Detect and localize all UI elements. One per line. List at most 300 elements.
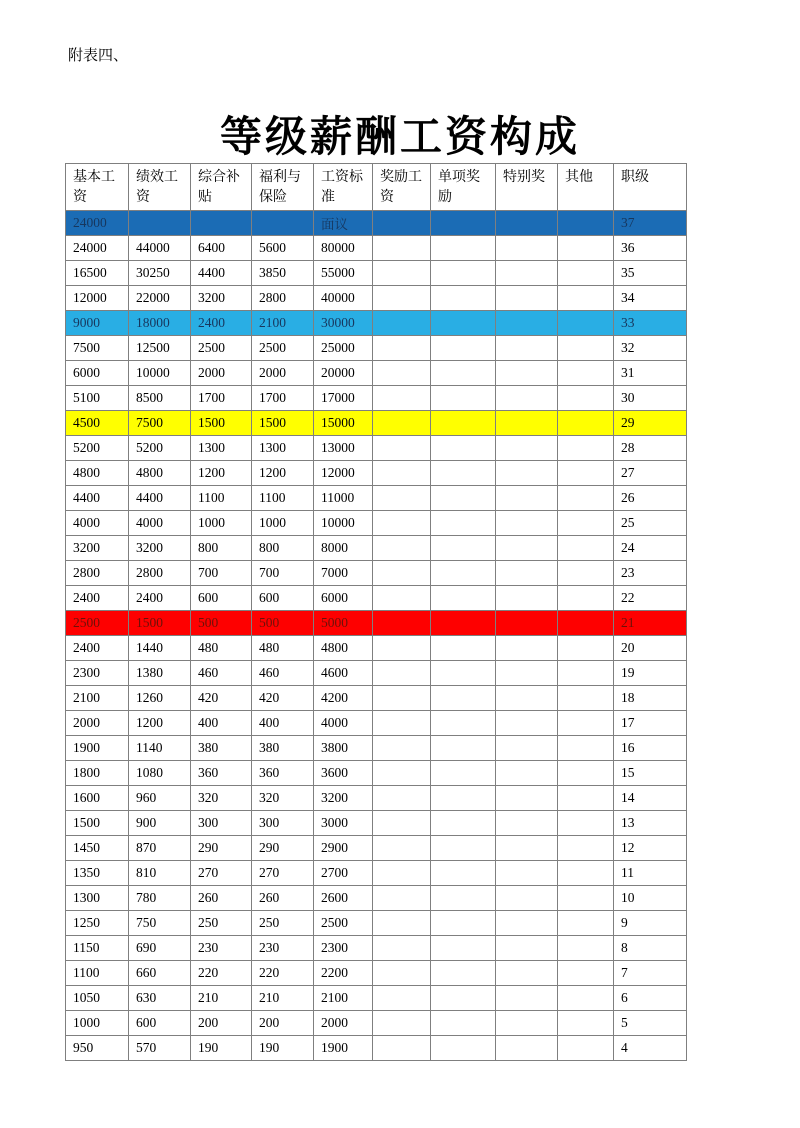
cell-performance-salary: 2400 [129, 586, 191, 611]
cell-reward-salary [373, 986, 431, 1011]
column-header-other: 其他 [558, 164, 614, 211]
cell-base-salary: 1350 [66, 861, 129, 886]
table-row-grade-7 [66, 961, 687, 986]
cell-welfare-insurance: 480 [252, 636, 314, 661]
cell-other [558, 361, 614, 386]
cell-welfare-insurance: 1200 [252, 461, 314, 486]
cell-single-award [431, 461, 496, 486]
table-row-grade-13 [66, 811, 687, 836]
cell-performance-salary: 4400 [129, 486, 191, 511]
cell-single-award [431, 536, 496, 561]
cell-base-salary: 4500 [66, 411, 129, 436]
cell-salary-standard: 40000 [314, 286, 373, 311]
cell-performance-salary: 570 [129, 1036, 191, 1061]
table-row-grade-11 [66, 861, 687, 886]
cell-special-award [496, 286, 558, 311]
column-header-single-award: 单项奖励 [431, 164, 496, 211]
cell-performance-salary: 900 [129, 811, 191, 836]
cell-base-salary: 5100 [66, 386, 129, 411]
table-row-grade-37 [66, 211, 687, 236]
table-row-grade-18 [66, 686, 687, 711]
cell-welfare-insurance: 2800 [252, 286, 314, 311]
cell-reward-salary [373, 786, 431, 811]
cell-other [558, 461, 614, 486]
cell-special-award [496, 861, 558, 886]
cell-salary-standard: 80000 [314, 236, 373, 261]
cell-single-award [431, 811, 496, 836]
cell-welfare-insurance: 1000 [252, 511, 314, 536]
cell-single-award [431, 211, 496, 236]
cell-performance-salary: 3200 [129, 536, 191, 561]
cell-other [558, 311, 614, 336]
cell-base-salary: 2000 [66, 711, 129, 736]
cell-reward-salary [373, 711, 431, 736]
cell-rank: 10 [614, 886, 687, 911]
cell-welfare-insurance: 320 [252, 786, 314, 811]
cell-base-salary: 2100 [66, 686, 129, 711]
cell-base-salary: 12000 [66, 286, 129, 311]
cell-single-award [431, 511, 496, 536]
cell-welfare-insurance: 700 [252, 561, 314, 586]
cell-salary-standard: 12000 [314, 461, 373, 486]
cell-reward-salary [373, 686, 431, 711]
cell-base-salary: 2400 [66, 636, 129, 661]
cell-reward-salary [373, 761, 431, 786]
cell-special-award [496, 511, 558, 536]
cell-subsidy: 250 [191, 911, 252, 936]
cell-welfare-insurance: 200 [252, 1011, 314, 1036]
cell-salary-standard: 6000 [314, 586, 373, 611]
cell-salary-standard: 20000 [314, 361, 373, 386]
cell-subsidy: 230 [191, 936, 252, 961]
cell-subsidy: 3200 [191, 286, 252, 311]
cell-single-award [431, 286, 496, 311]
column-header-welfare-insurance: 福利与保险 [252, 164, 314, 211]
table-row-grade-23 [66, 561, 687, 586]
cell-performance-salary: 1140 [129, 736, 191, 761]
cell-subsidy: 400 [191, 711, 252, 736]
cell-performance-salary: 1200 [129, 711, 191, 736]
cell-reward-salary [373, 461, 431, 486]
cell-performance-salary: 22000 [129, 286, 191, 311]
cell-subsidy: 1000 [191, 511, 252, 536]
cell-base-salary: 1900 [66, 736, 129, 761]
cell-single-award [431, 486, 496, 511]
cell-salary-standard: 11000 [314, 486, 373, 511]
column-header-reward-salary: 奖励工资 [373, 164, 431, 211]
cell-welfare-insurance: 2000 [252, 361, 314, 386]
cell-single-award [431, 586, 496, 611]
cell-welfare-insurance: 800 [252, 536, 314, 561]
cell-base-salary: 1000 [66, 1011, 129, 1036]
cell-rank: 9 [614, 911, 687, 936]
cell-rank: 13 [614, 811, 687, 836]
cell-welfare-insurance: 190 [252, 1036, 314, 1061]
cell-performance-salary: 690 [129, 936, 191, 961]
cell-other [558, 336, 614, 361]
cell-reward-salary [373, 811, 431, 836]
cell-special-award [496, 686, 558, 711]
cell-subsidy: 460 [191, 661, 252, 686]
cell-base-salary: 1100 [66, 961, 129, 986]
cell-performance-salary: 870 [129, 836, 191, 861]
cell-single-award [431, 711, 496, 736]
cell-performance-salary: 1080 [129, 761, 191, 786]
cell-base-salary: 6000 [66, 361, 129, 386]
cell-subsidy: 700 [191, 561, 252, 586]
cell-single-award [431, 636, 496, 661]
cell-single-award [431, 261, 496, 286]
cell-subsidy: 1100 [191, 486, 252, 511]
cell-other [558, 286, 614, 311]
cell-rank: 33 [614, 311, 687, 336]
cell-subsidy: 380 [191, 736, 252, 761]
cell-single-award [431, 1011, 496, 1036]
cell-subsidy: 2400 [191, 311, 252, 336]
cell-single-award [431, 336, 496, 361]
cell-rank: 36 [614, 236, 687, 261]
cell-rank: 29 [614, 411, 687, 436]
table-row-grade-9 [66, 911, 687, 936]
cell-reward-salary [373, 236, 431, 261]
cell-base-salary: 1250 [66, 911, 129, 936]
cell-performance-salary: 1260 [129, 686, 191, 711]
cell-rank: 14 [614, 786, 687, 811]
cell-other [558, 511, 614, 536]
cell-salary-standard: 25000 [314, 336, 373, 361]
cell-reward-salary [373, 586, 431, 611]
cell-performance-salary: 44000 [129, 236, 191, 261]
cell-rank: 6 [614, 986, 687, 1011]
cell-subsidy: 260 [191, 886, 252, 911]
column-header-base-salary: 基本工资 [66, 164, 129, 211]
cell-rank: 11 [614, 861, 687, 886]
cell-performance-salary: 10000 [129, 361, 191, 386]
cell-performance-salary: 12500 [129, 336, 191, 361]
cell-rank: 7 [614, 961, 687, 986]
cell-salary-standard: 30000 [314, 311, 373, 336]
cell-subsidy: 300 [191, 811, 252, 836]
cell-subsidy: 210 [191, 986, 252, 1011]
cell-rank: 21 [614, 611, 687, 636]
cell-performance-salary: 810 [129, 861, 191, 886]
salary-table-container [65, 163, 687, 1061]
cell-subsidy: 420 [191, 686, 252, 711]
cell-single-award [431, 936, 496, 961]
cell-welfare-insurance: 380 [252, 736, 314, 761]
cell-base-salary: 3200 [66, 536, 129, 561]
cell-special-award [496, 836, 558, 861]
cell-special-award [496, 461, 558, 486]
cell-single-award [431, 611, 496, 636]
cell-rank: 32 [614, 336, 687, 361]
cell-rank: 35 [614, 261, 687, 286]
table-row-grade-4 [66, 1036, 687, 1061]
cell-welfare-insurance: 1100 [252, 486, 314, 511]
cell-other [558, 586, 614, 611]
cell-special-award [496, 336, 558, 361]
cell-welfare-insurance: 500 [252, 611, 314, 636]
cell-single-award [431, 386, 496, 411]
cell-other [558, 736, 614, 761]
cell-special-award [496, 536, 558, 561]
cell-other [558, 986, 614, 1011]
cell-special-award [496, 236, 558, 261]
cell-reward-salary [373, 861, 431, 886]
cell-subsidy: 800 [191, 536, 252, 561]
table-row-grade-20 [66, 636, 687, 661]
cell-welfare-insurance: 1700 [252, 386, 314, 411]
cell-special-award [496, 361, 558, 386]
cell-welfare-insurance: 460 [252, 661, 314, 686]
cell-rank: 8 [614, 936, 687, 961]
cell-base-salary: 4400 [66, 486, 129, 511]
cell-other [558, 661, 614, 686]
table-row-grade-24 [66, 536, 687, 561]
cell-subsidy: 1700 [191, 386, 252, 411]
cell-salary-standard: 2300 [314, 936, 373, 961]
cell-performance-salary: 5200 [129, 436, 191, 461]
cell-reward-salary [373, 611, 431, 636]
page-title: 等级薪酬工资构成 [219, 113, 580, 161]
cell-subsidy: 220 [191, 961, 252, 986]
cell-salary-standard: 5000 [314, 611, 373, 636]
table-row-grade-29 [66, 411, 687, 436]
cell-rank: 37 [614, 211, 687, 236]
cell-salary-standard: 7000 [314, 561, 373, 586]
cell-salary-standard: 2900 [314, 836, 373, 861]
cell-special-award [496, 486, 558, 511]
cell-reward-salary [373, 386, 431, 411]
cell-special-award [496, 936, 558, 961]
table-row-grade-21 [66, 611, 687, 636]
cell-other [558, 886, 614, 911]
appendix-label: 附表四、 [68, 47, 129, 64]
cell-special-award [496, 661, 558, 686]
table-row-grade-17 [66, 711, 687, 736]
cell-base-salary: 7500 [66, 336, 129, 361]
cell-welfare-insurance: 2500 [252, 336, 314, 361]
cell-salary-standard: 2500 [314, 911, 373, 936]
cell-rank: 12 [614, 836, 687, 861]
cell-single-award [431, 786, 496, 811]
cell-single-award [431, 311, 496, 336]
cell-reward-salary [373, 311, 431, 336]
cell-special-award [496, 261, 558, 286]
cell-base-salary: 2400 [66, 586, 129, 611]
cell-performance-salary: 780 [129, 886, 191, 911]
cell-single-award [431, 411, 496, 436]
cell-other [558, 411, 614, 436]
cell-special-award [496, 411, 558, 436]
cell-single-award [431, 561, 496, 586]
cell-base-salary: 2800 [66, 561, 129, 586]
cell-subsidy [191, 211, 252, 236]
cell-single-award [431, 986, 496, 1011]
cell-special-award [496, 611, 558, 636]
cell-reward-salary [373, 1036, 431, 1061]
table-row-grade-12 [66, 836, 687, 861]
cell-salary-standard: 15000 [314, 411, 373, 436]
cell-subsidy: 190 [191, 1036, 252, 1061]
cell-single-award [431, 686, 496, 711]
cell-reward-salary [373, 211, 431, 236]
cell-single-award [431, 736, 496, 761]
column-header-subsidy: 综合补贴 [191, 164, 252, 211]
cell-base-salary: 16500 [66, 261, 129, 286]
cell-reward-salary [373, 1011, 431, 1036]
cell-rank: 17 [614, 711, 687, 736]
cell-base-salary: 1600 [66, 786, 129, 811]
cell-performance-salary: 8500 [129, 386, 191, 411]
cell-base-salary: 950 [66, 1036, 129, 1061]
cell-other [558, 636, 614, 661]
cell-rank: 31 [614, 361, 687, 386]
cell-base-salary: 1300 [66, 886, 129, 911]
cell-special-award [496, 886, 558, 911]
cell-base-salary: 2500 [66, 611, 129, 636]
cell-salary-standard: 2600 [314, 886, 373, 911]
cell-performance-salary: 1500 [129, 611, 191, 636]
cell-special-award [496, 636, 558, 661]
cell-single-award [431, 661, 496, 686]
cell-special-award [496, 436, 558, 461]
cell-welfare-insurance [252, 211, 314, 236]
cell-rank: 23 [614, 561, 687, 586]
cell-subsidy: 360 [191, 761, 252, 786]
cell-other [558, 811, 614, 836]
column-header-rank: 职级 [614, 164, 687, 211]
cell-special-award [496, 1036, 558, 1061]
cell-special-award [496, 761, 558, 786]
cell-salary-standard: 3800 [314, 736, 373, 761]
table-row-grade-36 [66, 236, 687, 261]
cell-other [558, 711, 614, 736]
table-row-grade-15 [66, 761, 687, 786]
cell-salary-standard: 8000 [314, 536, 373, 561]
cell-rank: 25 [614, 511, 687, 536]
table-row-grade-22 [66, 586, 687, 611]
cell-rank: 22 [614, 586, 687, 611]
header-row [66, 164, 687, 211]
cell-welfare-insurance: 3850 [252, 261, 314, 286]
cell-special-award [496, 311, 558, 336]
table-header [66, 164, 687, 211]
cell-subsidy: 2000 [191, 361, 252, 386]
cell-performance-salary: 1380 [129, 661, 191, 686]
cell-salary-standard: 2000 [314, 1011, 373, 1036]
cell-rank: 27 [614, 461, 687, 486]
cell-performance-salary: 630 [129, 986, 191, 1011]
table-row-grade-28 [66, 436, 687, 461]
cell-rank: 18 [614, 686, 687, 711]
cell-salary-standard: 3200 [314, 786, 373, 811]
table-row-grade-10 [66, 886, 687, 911]
cell-reward-salary [373, 436, 431, 461]
cell-subsidy: 270 [191, 861, 252, 886]
cell-base-salary: 1450 [66, 836, 129, 861]
cell-other [558, 261, 614, 286]
cell-salary-standard: 55000 [314, 261, 373, 286]
cell-rank: 28 [614, 436, 687, 461]
cell-subsidy: 200 [191, 1011, 252, 1036]
cell-performance-salary [129, 211, 191, 236]
cell-performance-salary: 4000 [129, 511, 191, 536]
cell-reward-salary [373, 411, 431, 436]
cell-welfare-insurance: 360 [252, 761, 314, 786]
cell-performance-salary: 2800 [129, 561, 191, 586]
cell-reward-salary [373, 336, 431, 361]
cell-salary-standard: 13000 [314, 436, 373, 461]
cell-salary-standard: 2200 [314, 961, 373, 986]
table-row-grade-30 [66, 386, 687, 411]
cell-performance-salary: 18000 [129, 311, 191, 336]
cell-welfare-insurance: 230 [252, 936, 314, 961]
cell-single-award [431, 961, 496, 986]
cell-performance-salary: 750 [129, 911, 191, 936]
cell-welfare-insurance: 600 [252, 586, 314, 611]
cell-single-award [431, 886, 496, 911]
cell-salary-standard: 17000 [314, 386, 373, 411]
table-row-grade-35 [66, 261, 687, 286]
cell-performance-salary: 30250 [129, 261, 191, 286]
cell-subsidy: 290 [191, 836, 252, 861]
cell-special-award [496, 1011, 558, 1036]
cell-single-award [431, 236, 496, 261]
table-row-grade-31 [66, 361, 687, 386]
cell-other [558, 211, 614, 236]
table-row-grade-5 [66, 1011, 687, 1036]
cell-rank: 16 [614, 736, 687, 761]
cell-reward-salary [373, 736, 431, 761]
cell-special-award [496, 211, 558, 236]
cell-subsidy: 500 [191, 611, 252, 636]
table-body [66, 211, 687, 1061]
cell-salary-standard: 3000 [314, 811, 373, 836]
cell-other [558, 786, 614, 811]
cell-rank: 34 [614, 286, 687, 311]
cell-rank: 20 [614, 636, 687, 661]
cell-other [558, 1011, 614, 1036]
column-header-performance-salary: 绩效工资 [129, 164, 191, 211]
cell-reward-salary [373, 261, 431, 286]
cell-salary-standard: 4600 [314, 661, 373, 686]
cell-base-salary: 1500 [66, 811, 129, 836]
salary-grade-table [65, 163, 687, 1061]
cell-performance-salary: 960 [129, 786, 191, 811]
cell-base-salary: 24000 [66, 236, 129, 261]
column-header-special-award: 特别奖 [496, 164, 558, 211]
cell-other [558, 686, 614, 711]
cell-welfare-insurance: 300 [252, 811, 314, 836]
cell-welfare-insurance: 270 [252, 861, 314, 886]
cell-single-award [431, 861, 496, 886]
cell-welfare-insurance: 5600 [252, 236, 314, 261]
cell-other [558, 236, 614, 261]
cell-welfare-insurance: 210 [252, 986, 314, 1011]
cell-rank: 5 [614, 1011, 687, 1036]
cell-special-award [496, 911, 558, 936]
cell-subsidy: 6400 [191, 236, 252, 261]
cell-other [558, 936, 614, 961]
cell-special-award [496, 561, 558, 586]
cell-subsidy: 2500 [191, 336, 252, 361]
table-row-grade-8 [66, 936, 687, 961]
cell-other [558, 1036, 614, 1061]
cell-base-salary: 1800 [66, 761, 129, 786]
cell-base-salary: 1050 [66, 986, 129, 1011]
cell-special-award [496, 736, 558, 761]
